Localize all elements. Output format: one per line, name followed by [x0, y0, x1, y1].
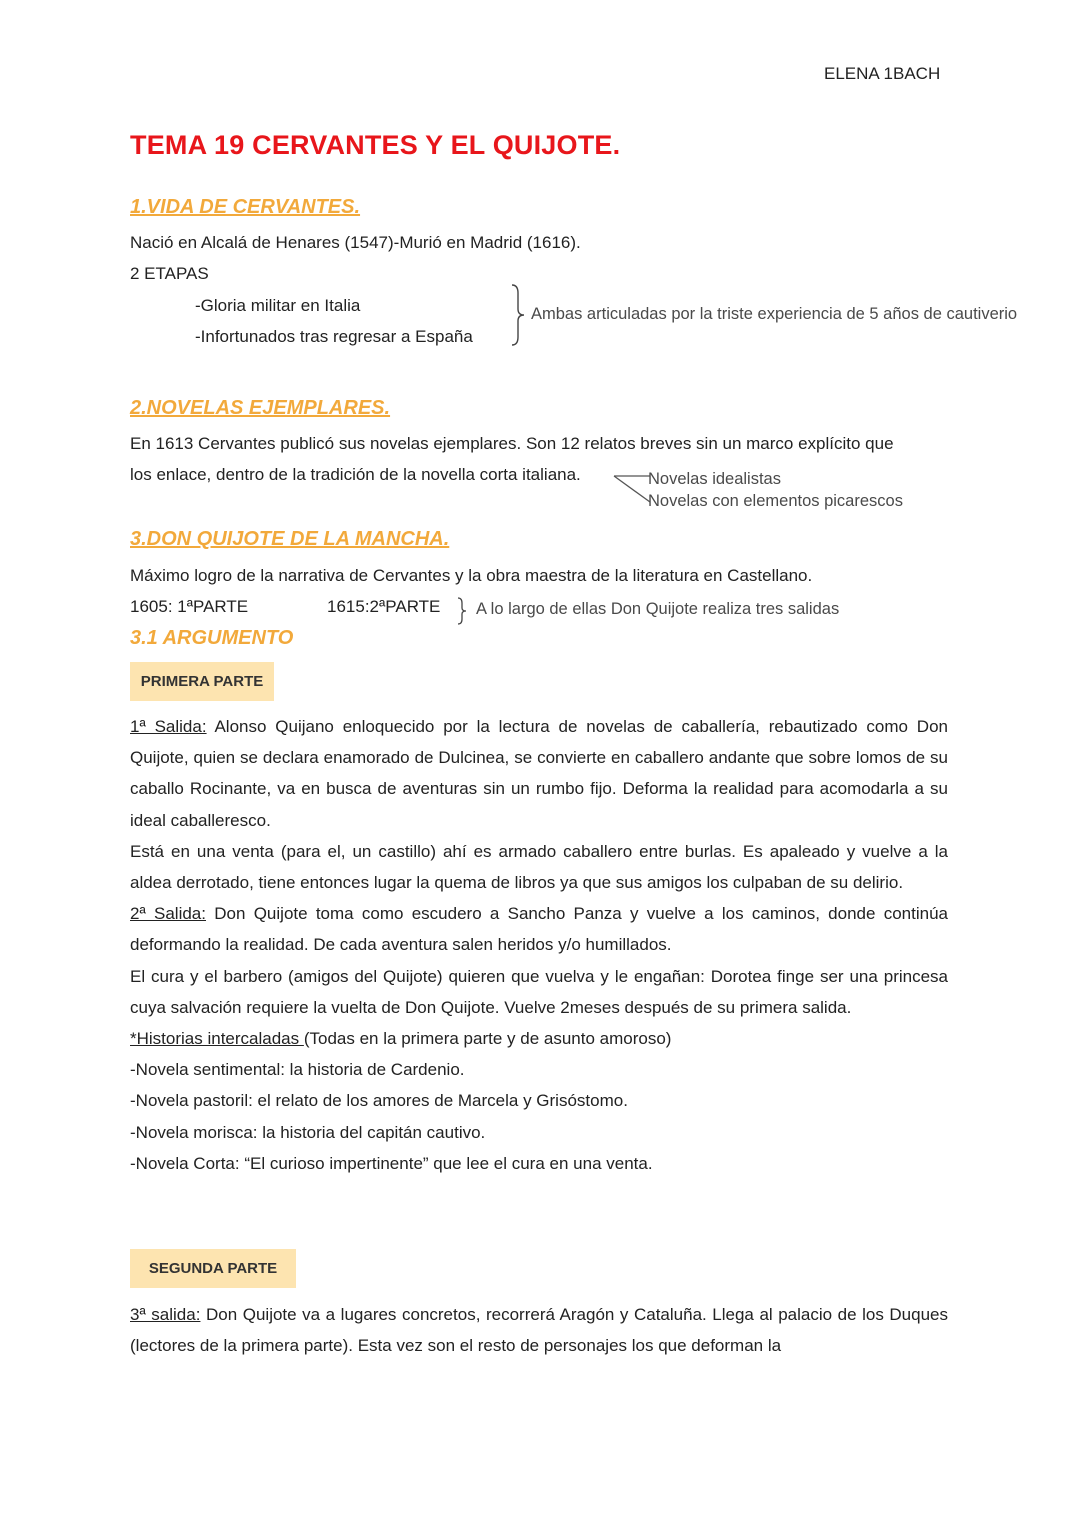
salida-1-paragraph: [130, 711, 948, 836]
part-1-date: 1605: 1ªPARTE: [130, 597, 249, 616]
stages-label: 2 ETAPAS: [130, 264, 209, 283]
salida-2-text: Don Quijote toma como escudero a Sancho Panza y vuelve a los caminos, donde continúa deformando la realidad. De cada aventura salen heridos y/o humillados.: [130, 904, 948, 955]
primera-parte-badge: PRIMERA PARTE: [130, 662, 274, 701]
segunda-parte-badge: SEGUNDA PARTE: [130, 1249, 296, 1288]
salida-1-text: Alonso Quijano enloquecido por la lectura de novelas de caballería, rebautizado como Don Quijote, quien se declara enamorado de Dulcinea, se convierte en caballero andante que sobre lomos de su caballo Rocinante, va en busca de aventuras sin un rumbo fijo. Deforma la realidad para acomodarla a su ideal caballeresco.: [130, 717, 948, 830]
part-2-date: 1615:2ªPARTE: [327, 597, 441, 616]
author-label: ELENA 1BACH: [824, 64, 941, 83]
birth-death-line: Nació en Alcalá de Henares (1547)-Murió en Madrid (1616).: [130, 233, 581, 252]
primera-parte-body: [130, 711, 948, 1179]
historia-item-3: -Novela morisca: la historia del capitán cautivo.: [130, 1122, 486, 1142]
small-brace-icon: [455, 596, 469, 626]
historia-item-1: -Novela sentimental: la historia de Cardenio.: [130, 1060, 465, 1080]
curly-brace-icon: [508, 283, 528, 347]
quijote-intro-line: Máximo logro de la narrativa de Cervantes y la obra maestra de la literatura en Castellano.: [130, 566, 813, 585]
historia-item-2: -Novela pastoril: el relato de los amores de Marcela y Grisóstomo.: [130, 1091, 628, 1111]
salida-1-paragraph-2: Está en una venta (para el, un castillo) ahí es armado caballero entre burlas. Es apaleado y vuelve a la aldea derrotado, tiene entonces lugar la quema de libros ya que sus amigos los culpaban de su delirio.: [130, 841, 948, 893]
branch-idealistas: Novelas idealistas: [648, 470, 781, 488]
salida-3-text: Don Quijote va a lugares concretos, recorrerá Aragón y Cataluña. Llega al palacio de los Duques (lectores de la primera parte). Esta vez son el resto de personajes los que deforman la: [130, 1305, 948, 1356]
branch-lines-icon: [612, 470, 652, 510]
novelas-line-2: los enlace, dentro de la tradición de la novella corta italiana.: [130, 465, 581, 484]
section-heading-vida: 1.VIDA DE CERVANTES.: [130, 196, 361, 218]
novelas-line-1: En 1613 Cervantes publicó sus novelas ejemplares. Son 12 relatos breves sin un marco explícito que: [130, 434, 894, 453]
stage-item-1: -Gloria militar en Italia: [195, 296, 361, 315]
section-heading-quijote: 3.DON QUIJOTE DE LA MANCHA.: [130, 528, 450, 550]
salida-3-label: 3ª salida:: [130, 1305, 201, 1324]
argumento-heading: 3.1 ARGUMENTO: [130, 627, 294, 649]
captivity-note: Ambas articuladas por la triste experiencia de 5 años de cautiverio: [531, 305, 1018, 323]
section-heading-novelas: 2.NOVELAS EJEMPLARES.: [130, 397, 391, 419]
segunda-parte-body: [130, 1299, 948, 1361]
historia-item-4: -Novela Corta: “El curioso impertinente” que lee el cura en una venta.: [130, 1153, 653, 1173]
salida-3-paragraph: [130, 1299, 948, 1361]
salidas-note: A lo largo de ellas Don Quijote realiza tres salidas: [476, 600, 840, 618]
historias-text: (Todas en la primera parte y de asunto amoroso): [303, 1029, 672, 1049]
salida-2-paragraph-2: El cura y el barbero (amigos del Quijote) quieren que vuelva y le engañan: Dorotea finge ser una princesa cuya salvación requiere la vuelta de Don Quijote. Vuelve 2meses después de su primera salida.: [130, 966, 948, 1017]
stage-item-2: -Infortunados tras regresar a España: [195, 327, 473, 346]
branch-picarescos: Novelas con elementos picarescos: [648, 492, 903, 510]
salida-1-label: 1ª Salida:: [130, 717, 207, 736]
salida-2-label: 2ª Salida:: [130, 904, 206, 924]
historias-label: *Historias intercaladas: [130, 1029, 304, 1049]
salida-2-paragraph: [130, 898, 948, 960]
page-title: TEMA 19 CERVANTES Y EL QUIJOTE.: [130, 130, 621, 160]
historias-paragraph: [130, 1023, 948, 1054]
